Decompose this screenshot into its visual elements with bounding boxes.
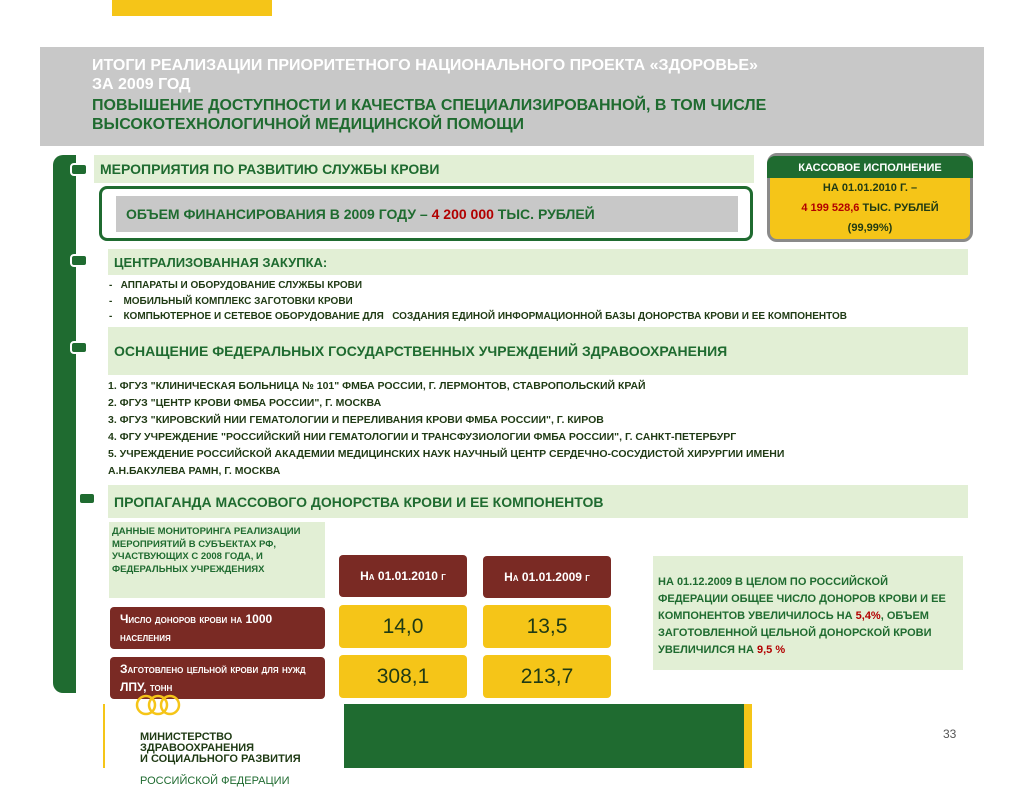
list-item: 4. ФГУ УЧРЕЖДЕНИЕ "РОССИЙСКИЙ НИИ ГЕМАТОЛОГИИ И ТРАНСФУЗИОЛОГИИ ФМБА РОССИИ", Г. САНКТ-ПЕТЕРБУРГ: [108, 431, 737, 443]
cash-execution-value: 4 199 528,6: [801, 202, 860, 214]
column-header-2010: На 01.01.2010 г: [339, 555, 467, 597]
page-number: 33: [943, 727, 957, 741]
note-text-part2: , ОБЪЕМ ЗАГОТОВЛЕННОЙ ЦЕЛЬНОЙ ДОНОРСКОЙ КРОВИ УВЕЛИЧИЛСЯ НА: [658, 610, 932, 656]
section3-title: ОСНАЩЕНИЕ ФЕДЕРАЛЬНЫХ ГОСУДАРСТВЕННЫХ УЧРЕЖДЕНИЙ ЗДРАВООХРАНЕНИЯ: [108, 327, 968, 375]
section-marker-1: [70, 163, 88, 176]
note-pct-donors: 5,4%: [855, 610, 881, 622]
list-item: 3. ФГУЗ "КИРОВСКИЙ НИИ ГЕМАТОЛОГИИ И ПЕРЕЛИВАНИЯ КРОВИ ФМБА РОССИИ", Г. КИРОВ: [108, 414, 604, 426]
cash-execution-date: НА 01.01.2010 Г. –: [822, 182, 918, 194]
left-rail: [53, 155, 76, 693]
list-item: 2. ФГУЗ "ЦЕНТР КРОВИ ФМБА РОССИИ", Г. МОСКВА: [108, 397, 382, 409]
list-item: А.Н.БАКУЛЕВА РАМН, Г. МОСКВА: [108, 465, 281, 477]
section2-list: [109, 278, 969, 325]
list-item: 5. УЧРЕЖДЕНИЕ РОССИЙСКОЙ АКАДЕМИИ МЕДИЦИНСКИХ НАУК НАУЧНЫЙ ЦЕНТР СЕРДЕЧНО-СОСУДИСТОЙ ХИРУРГИИ ИМЕНИ: [108, 448, 785, 460]
list-item: - КОМПЬЮТЕРНОЕ И СЕТЕВОЕ ОБОРУДОВАНИЕ ДЛЯ СОЗДАНИЯ ЕДИНОЙ ИНФОРМАЦИОННОЙ БАЗЫ ДОНОРСТВА КРОВИ И ЕЕ КОМПОНЕНТОВ: [109, 311, 847, 322]
blood-2010-value: 308,1: [339, 655, 467, 698]
cash-execution-title: КАССОВОЕ ИСПОЛНЕНИЕ: [767, 156, 973, 178]
cash-execution-box: [767, 153, 973, 242]
row-label-donors: Число доноров крови на 1000 населения: [110, 607, 325, 649]
section-marker-3: [70, 341, 88, 354]
header-subtitle-line1: ПОВЫШЕНИЕ ДОСТУПНОСТИ И КАЧЕСТВА СПЕЦИАЛИЗИРОВАННОЙ, В ТОМ ЧИСЛЕ: [92, 97, 767, 114]
section-marker-4: [78, 492, 96, 505]
row-label-blood: Заготовлено цельной крови для нужд ЛПУ, тонн: [110, 657, 325, 699]
ministry-country: РОССИЙСКОЙ ФЕДЕРАЦИИ: [140, 775, 290, 787]
cash-execution-unit: ТЫС. РУБЛЕЙ: [862, 202, 939, 214]
ministry-logo-text: [140, 721, 301, 798]
funding-suffix: ТЫС. РУБЛЕЙ: [497, 206, 595, 222]
column-header-2009: На 01.01.2009 г: [483, 556, 611, 598]
donors-2010-value: 14,0: [339, 605, 467, 648]
blood-2009-value: 213,7: [483, 655, 611, 698]
top-accent-bar: [112, 0, 272, 16]
list-item: 1. ФГУЗ "КЛИНИЧЕСКАЯ БОЛЬНИЦА № 101" ФМБА РОССИИ, Г. ЛЕРМОНТОВ, СТАВРОПОЛЬСКИЙ КРАЙ: [108, 380, 646, 392]
footer-divider: [103, 704, 105, 768]
note-pct-blood: 9,5 %: [756, 644, 786, 656]
slide-header: [40, 47, 984, 146]
footer-yellow-stripe: [744, 704, 752, 768]
section2-title: ЦЕНТРАЛИЗОВАННАЯ ЗАКУПКА:: [108, 249, 968, 275]
monitoring-note: ДАННЫЕ МОНИТОРИНГА РЕАЛИЗАЦИИ МЕРОПРИЯТИЙ В СУБЪЕКТАХ РФ, УЧАСТВУЮЩИХ С 2008 ГОДА, И ФЕДЕРАЛЬНЫХ УЧРЕЖДЕНИЯХ: [109, 522, 325, 598]
section1-title: МЕРОПРИЯТИЯ ПО РАЗВИТИЮ СЛУЖБЫ КРОВИ: [94, 155, 754, 183]
header-title-line2: ЗА 2009 ГОД: [92, 76, 191, 93]
section3-list: [108, 378, 968, 480]
header-subtitle-line2: ВЫСОКОТЕХНОЛОГИЧНОЙ МЕДИЦИНСКОЙ ПОМОЩИ: [92, 116, 525, 133]
funding-text: [116, 196, 738, 232]
section4-title: ПРОПАГАНДА МАССОВОГО ДОНОРСТВА КРОВИ И ЕЕ КОМПОНЕНТОВ: [108, 485, 968, 518]
list-item: - АППАРАТЫ И ОБОРУДОВАНИЕ СЛУЖБЫ КРОВИ: [109, 280, 363, 291]
list-item: - МОБИЛЬНЫЙ КОМПЛЕКС ЗАГОТОВКИ КРОВИ: [109, 295, 353, 307]
funding-value: 4 200 000: [431, 206, 494, 222]
federation-summary-note: [653, 556, 963, 670]
section-marker-2: [70, 254, 88, 267]
funding-prefix: ОБЪЕМ ФИНАНСИРОВАНИЯ В 2009 ГОДУ –: [126, 206, 428, 222]
donors-2009-value: 13,5: [483, 605, 611, 648]
cash-execution-percent: (99,99%): [847, 222, 893, 234]
footer-green-block: [344, 704, 744, 768]
header-title-line1: ИТОГИ РЕАЛИЗАЦИИ ПРИОРИТЕТНОГО НАЦИОНАЛЬНОГО ПРОЕКТА «ЗДОРОВЬЕ»: [92, 57, 758, 74]
ministry-logo-icon: [132, 692, 184, 718]
note-text-part1: НА 01.12.2009 В ЦЕЛОМ ПО РОССИЙСКОЙ ФЕДЕРАЦИИ ОБЩЕЕ ЧИСЛО ДОНОРОВ КРОВИ И ЕЕ КОМПОНЕНТОВ УВЕЛИЧИЛОСЬ НА: [658, 576, 946, 622]
ministry-name: МИНИСТЕРСТВО ЗДРАВООХРАНЕНИЯ И СОЦИАЛЬНОГО РАЗВИТИЯ: [140, 731, 301, 765]
